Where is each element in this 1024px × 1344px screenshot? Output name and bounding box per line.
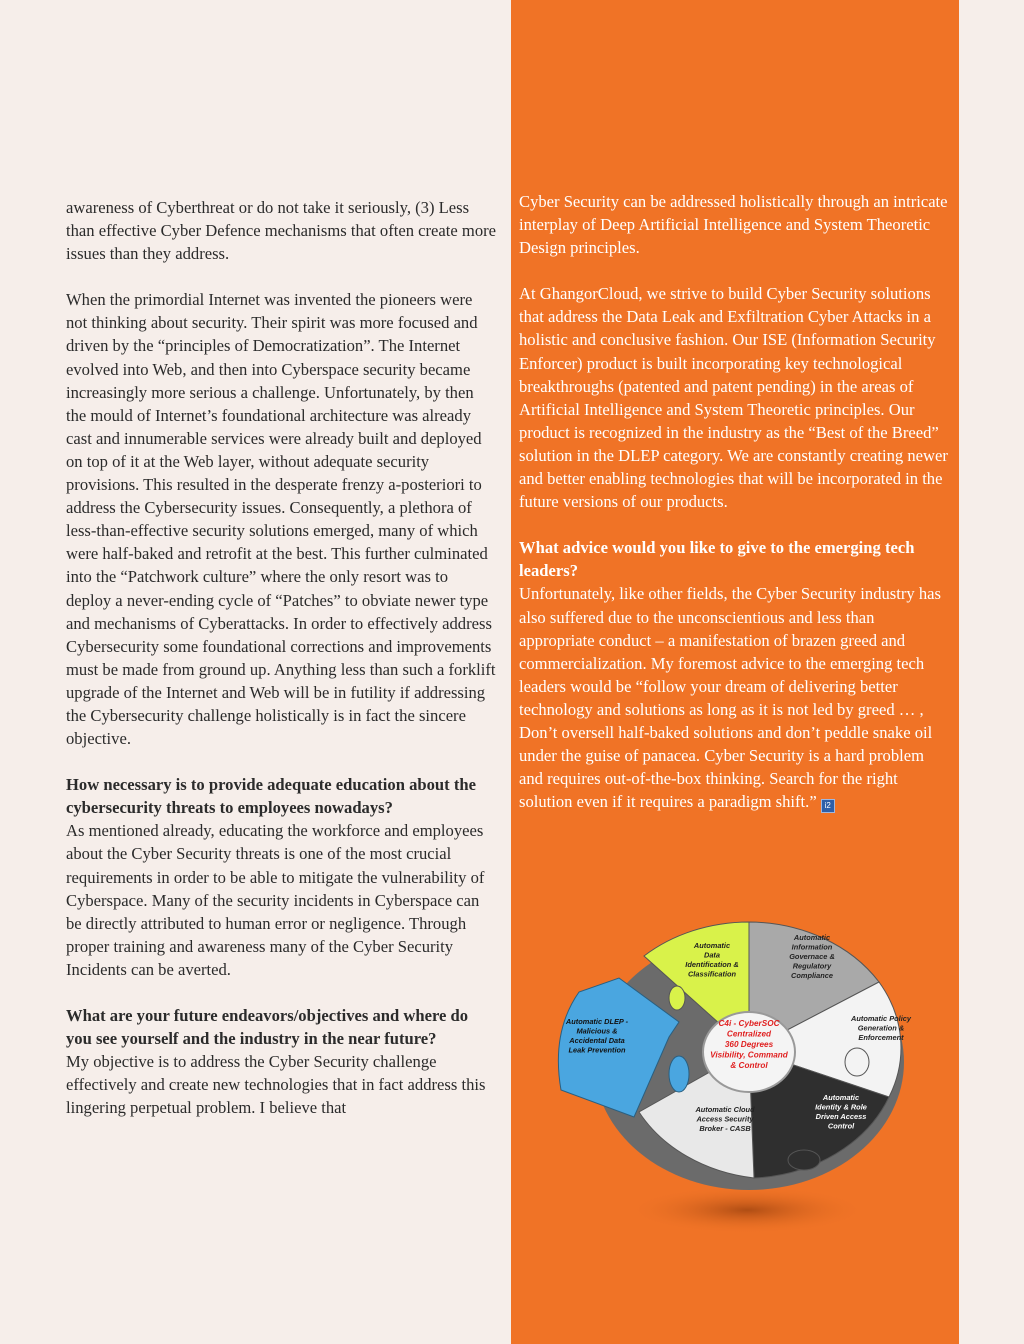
puzzle-knob: [788, 1150, 820, 1170]
puzzle-knob: [669, 1056, 689, 1092]
question-heading: What advice would you like to give to the emerging tech leaders?: [519, 538, 915, 581]
question-heading: How necessary is to provide adequate education about the cybersecurity threats to employees nowadays?: [66, 775, 476, 818]
center-label-line: Visibility, Command: [710, 1050, 788, 1060]
answer-text: As mentioned already, educating the workforce and employees about the Cyber Security threats is one of the most crucial requirements in order to be able to mitigate the vulnerability of Cyberspace. Many of the security incidents in Cyberspace can be directly attributed to human error or negligence. Through proper training and awareness many of the Cyber Security Incidents can be averted.: [66, 821, 485, 979]
center-label-line: Centralized: [726, 1029, 772, 1039]
segment-label-line: Compliance: [791, 971, 833, 980]
segment-label-line: Leak Prevention: [568, 1045, 626, 1055]
segment-label-line: Regulatory: [792, 961, 832, 971]
segment-label-line: Identification &: [685, 960, 739, 969]
puzzle-knob: [669, 986, 685, 1010]
paragraph: awareness of Cyberthreat or do not take it seriously, (3) Less than effective Cyber Defence mechanisms that often create more issues than they address.: [66, 198, 497, 264]
right-column: [519, 190, 951, 836]
center-label-line: & Control: [730, 1061, 768, 1070]
segment-label-line: Classification: [687, 969, 737, 979]
qa-block: [66, 1004, 496, 1119]
segment-label-line: Data: [703, 950, 721, 960]
answer-text: Unfortunately, like other fields, the Cyber Security industry has also suffered due to the unconscientious and less than appropriate conduct – a manifestation of brazen greed and commercialization. My foremost advice to the emerging tech leaders would be “follow your dream of delivering better technology and solutions as long as it is not led by greed … , Don’t oversell half-baked solutions and don’t peddle snake oil under the guise of panacea. Cyber Security is a hard problem and requires out-of-the-box thinking. Search for the right solution even if it requires a paradigm shift.”: [519, 584, 941, 812]
segment-label-line: Malicious &: [576, 1026, 618, 1036]
segment-label-line: Enforcement: [858, 1033, 904, 1042]
segment-label-line: Driven Access: [815, 1112, 867, 1121]
center-label-line: 360 Degrees: [724, 1040, 774, 1049]
segment-label-line: Automatic DLEP -: [565, 1017, 629, 1026]
security-puzzle-diagram: [549, 912, 929, 1242]
answer-text: My objective is to address the Cyber Security challenge effectively and create new technologies that in fact address this lingering perpetual problem. I believe that: [66, 1052, 486, 1118]
right-margin: [959, 0, 1024, 1344]
qa-block: [66, 773, 496, 981]
paragraph: Cyber Security can be addressed holistically through an intricate interplay of Deep Artificial Intelligence and System Theoretic Design principles.: [519, 192, 948, 258]
center-label-line: C4i - CyberSOC: [718, 1019, 780, 1028]
paragraph: At GhangorCloud, we strive to build Cyber Security solutions that address the Data Leak and Exfiltration Cyber Attacks in a holistic and conclusive fashion. Our ISE (Information Security Enforcer) product is built incorporating key technological breakthroughs (patented and patent pending) in the areas of Artificial Intelligence and System Theoretic principles. Our product is recognized in the industry as the “Best of the Breed” solution in the DLEP category. We are constantly creating newer and better enabling technologies that will be incorporated in the future versions of our products.: [519, 284, 948, 512]
segment-label-line: Automatic Policy: [851, 1014, 911, 1023]
segment-label-line: Information: [791, 942, 833, 952]
left-column: [66, 196, 496, 1142]
segment-label-line: Accidental Data: [569, 1036, 625, 1045]
segment-label-line: Automatic: [822, 1093, 860, 1102]
segment-label-line: Automatic: [793, 933, 831, 942]
segment-label-line: Automatic: [693, 941, 731, 950]
segment-label-line: Access Security: [696, 1114, 754, 1124]
qa-block: [519, 536, 951, 813]
segment-label-line: Identity & Role: [815, 1102, 867, 1112]
segment-label-line: Automatic Cloud: [695, 1105, 755, 1114]
puzzle-knob: [845, 1048, 869, 1076]
question-heading: What are your future endeavors/objectives and where do you see yourself and the industry in the near future?: [66, 1006, 469, 1049]
drop-shadow: [627, 1186, 867, 1234]
end-of-article-icon: i2: [821, 799, 835, 813]
segment-label-line: Broker - CASB: [699, 1124, 751, 1133]
paragraph: When the primordial Internet was invented the pioneers were not thinking about security. Their spirit was more focused and driven by the “principles of Democratization”. The Internet evolved into Web, and then into Cyberspace security became increasingly more serious a challenge. Unfortunately, by then the mould of Internet’s foundational architecture was already cast and innumerable services were already built and deployed on top of it at the Web layer, without adequate security provisions. This resulted in the desperate frenzy a-posteriori to address the Cybersecurity issues. Consequently, a plethora of less-than-effective security solutions emerged, many of which were half-baked and retrofit at the best. This further culminated into the “Patchwork culture” where the only resort was to deploy a never-ending cycle of “Patches” to obviate newer type and mechanisms of Cyberattacks. In order to effectively address Cybersecurity some foundational corrections and improvements must be made from ground up. Anything less than such a forklift upgrade of the Internet and Web will be in futility if addressing the Cybersecurity challenge holistically is in fact the sincere objective.: [66, 290, 496, 749]
segment-label-line: Control: [827, 1121, 855, 1131]
segment-label-line: Generation &: [857, 1023, 905, 1033]
segment-label-line: Governace &: [789, 952, 835, 961]
